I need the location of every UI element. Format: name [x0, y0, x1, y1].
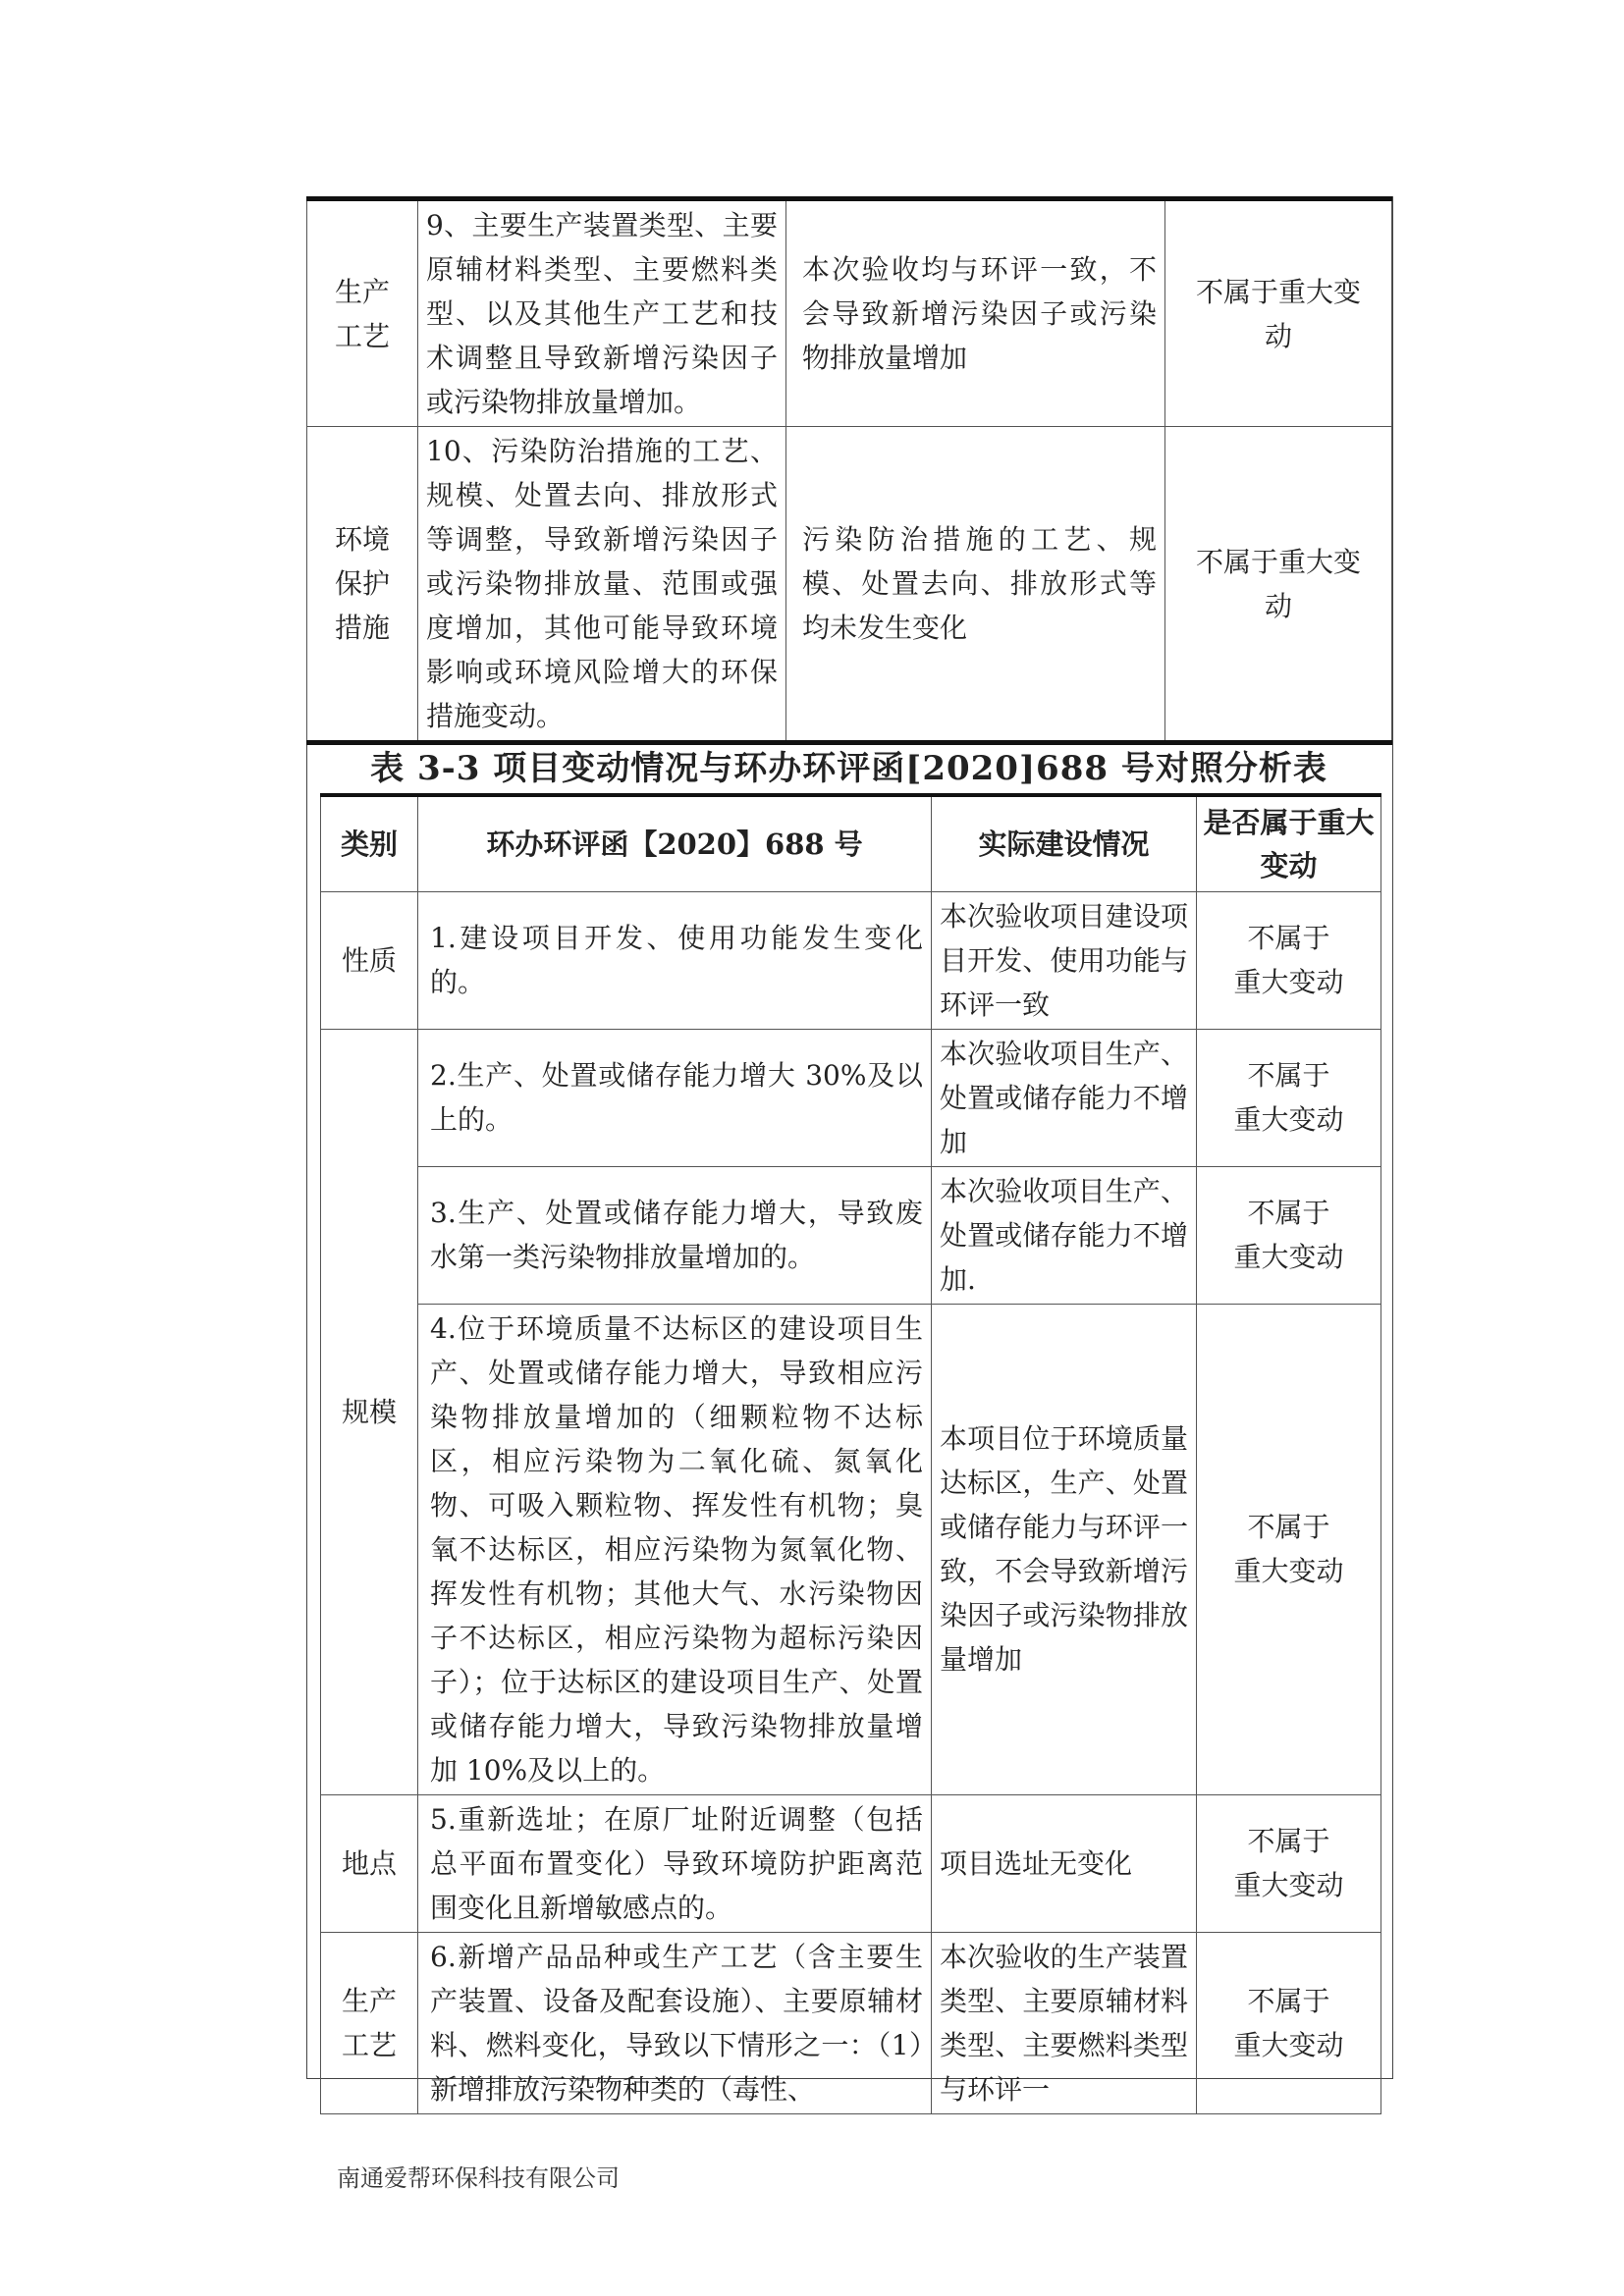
actual-cell: 本项目位于环境质量达标区，生产、处置或储存能力与环评一致，不会导致新增污染因子或污染物排放量增加 [932, 1304, 1197, 1794]
table-row [321, 1932, 1381, 2113]
table-row [321, 1794, 1381, 1932]
category-cell: 地点 [321, 1794, 418, 1932]
conclusion-cell: 不属于 重大变动 [1197, 1166, 1381, 1304]
header-category: 类别 [321, 795, 418, 891]
actual-cell: 本次验收项目建设项目开发、使用功能与环评一致 [932, 891, 1197, 1029]
requirement-cell: 3.生产、处置或储存能力增大，导致废水第一类污染物排放量增加的。 [418, 1166, 932, 1304]
table-header-row [321, 795, 1381, 891]
category-cell: 生产 工艺 [307, 199, 418, 427]
requirement-cell: 1.建设项目开发、使用功能发生变化的。 [418, 891, 932, 1029]
header-actual: 实际建设情况 [932, 795, 1197, 891]
actual-cell: 项目选址无变化 [932, 1794, 1197, 1932]
conclusion-cell: 不属于 重大变动 [1197, 1029, 1381, 1166]
conclusion-cell: 不属于 重大变动 [1197, 1794, 1381, 1932]
requirement-cell: 10、污染防治措施的工艺、规模、处置去向、排放形式等调整，导致新增污染因子或污染物排放量、范围或强度增加，其他可能导致环境影响或环境风险增大的环保措施变动。 [418, 427, 786, 743]
header-requirement: 环办环评函【2020】688 号 [418, 795, 932, 891]
conclusion-cell: 不属于 重大变动 [1197, 1304, 1381, 1794]
requirement-cell: 9、主要生产装置类型、主要原辅材料类型、主要燃料类型、以及其他生产工艺和技术调整且导致新增污染因子或污染物排放量增加。 [418, 199, 786, 427]
requirement-cell: 4.位于环境质量不达标区的建设项目生产、处置或储存能力增大，导致相应污染物排放量增加的（细颗粒物不达标区，相应污染物为二氧化硫、氮氧化物、可吸入颗粒物、挥发性有机物；臭氧不达标区，相应污染物为氮氧化物、挥发性有机物；其他大气、水污染物因子不达标区，相应污染物为超标污染因子）；位于达标区的建设项目生产、处置或储存能力增大，导致污染物排放量增加 10%及以上的。 [418, 1304, 932, 1794]
category-cell: 生产 工艺 [321, 1932, 418, 2113]
actual-cell: 本次验收的生产装置类型、主要原辅材料类型、主要燃料类型与环评一 [932, 1932, 1197, 2113]
requirement-cell: 2.生产、处置或储存能力增大 30%及以上的。 [418, 1029, 932, 1166]
table-row [307, 427, 1392, 743]
conclusion-cell: 不属于 重大变动 [1197, 891, 1381, 1029]
category-cell: 环境 保护 措施 [307, 427, 418, 743]
actual-cell: 本次验收项目生产、处置或储存能力不增加 [932, 1029, 1197, 1166]
requirement-cell: 6.新增产品品种或生产工艺（含主要生产装置、设备及配套设施）、主要原辅材料、燃料变化，导致以下情形之一：（1）新增排放污染物种类的（毒性、 [418, 1932, 932, 2113]
table-continued [306, 196, 1392, 745]
actual-cell: 污染防治措施的工艺、规模、处置去向、排放形式等均未发生变化 [786, 427, 1165, 743]
table-row [321, 1166, 1381, 1304]
table-caption: 表 3-3 项目变动情况与环办环评函[2020]688 号对照分析表 [370, 749, 1327, 788]
requirement-cell: 5.重新选址；在原厂址附近调整（包括总平面布置变化）导致环境防护距离范围变化且新增敏感点的。 [418, 1794, 932, 1932]
table-row [321, 1304, 1381, 1794]
header-conclusion: 是否属于重大 变动 [1197, 795, 1381, 891]
table-row [321, 891, 1381, 1029]
table-row [307, 199, 1392, 427]
company-footer: 南通爱帮环保科技有限公司 [337, 2164, 620, 2192]
conclusion-cell: 不属于 重大变动 [1197, 1932, 1381, 2113]
category-cell: 性质 [321, 891, 418, 1029]
actual-cell: 本次验收均与环评一致，不会导致新增污染因子或污染物排放量增加 [786, 199, 1165, 427]
comparison-table [320, 793, 1381, 2114]
actual-cell: 本次验收项目生产、处置或储存能力不增加. [932, 1166, 1197, 1304]
conclusion-cell: 不属于重大变 动 [1165, 427, 1392, 743]
category-cell: 规模 [321, 1029, 418, 1794]
conclusion-cell: 不属于重大变 动 [1165, 199, 1392, 427]
table-row [321, 1029, 1381, 1166]
